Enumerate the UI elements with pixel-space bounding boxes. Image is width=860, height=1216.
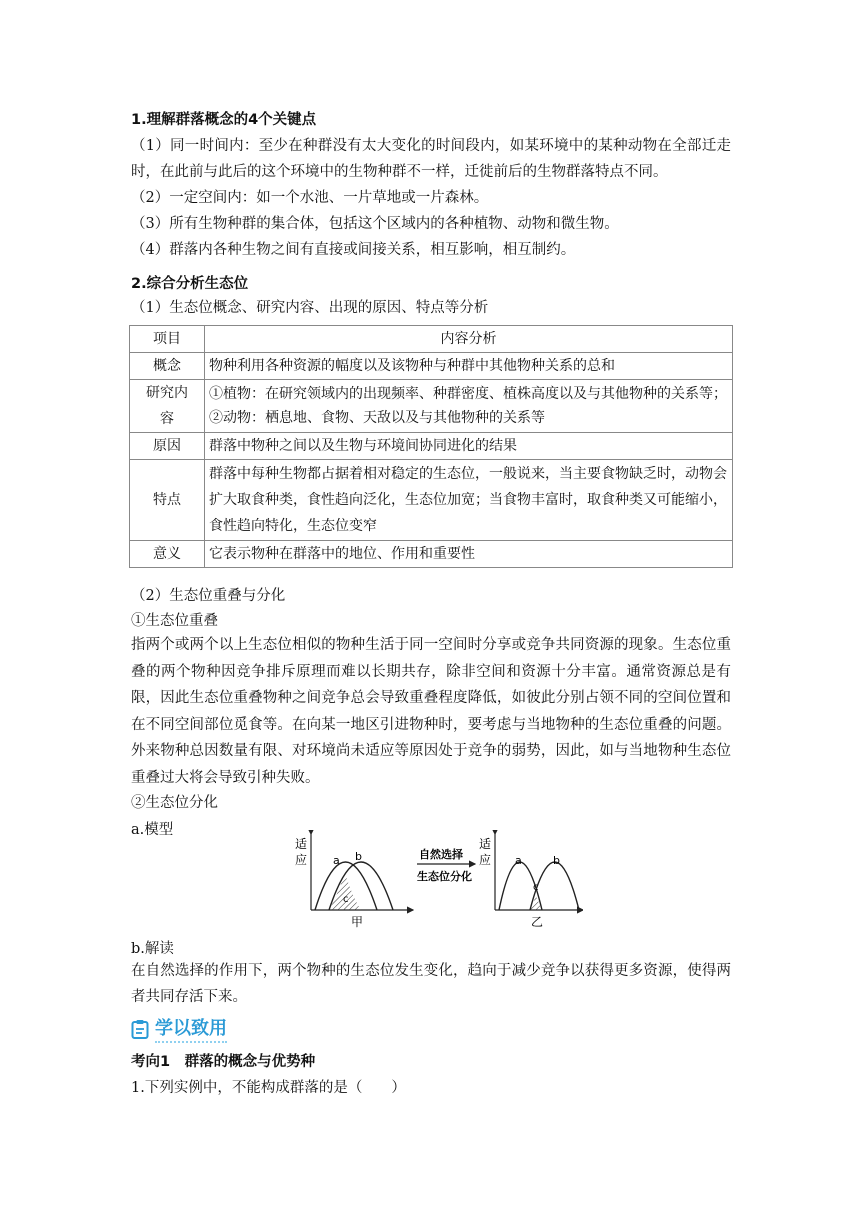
label-c-left: c — [343, 894, 349, 905]
label-b-left: b — [355, 850, 362, 863]
caption-right: 乙 — [531, 915, 544, 929]
table-row — [130, 541, 733, 568]
section1-point-3: （3）所有生物种群的集合体，包括这个区域内的各种植物、动物和微生物。 — [131, 216, 619, 232]
row-content-line: ②动物：栖息地、食物、天敌以及与其他物种的关系等 — [209, 410, 545, 426]
callout-title: 学以致用 — [155, 1014, 227, 1043]
y-axis-label-top-left: 适 — [295, 837, 308, 851]
row-item: 原因 — [130, 433, 205, 460]
table-row — [130, 460, 733, 541]
section2-subtitle-2: （2）生态位重叠与分化 — [131, 588, 286, 604]
section1-point-4: （4）群落内各种生物之间有直接或间接关系，相互影响，相互制约。 — [131, 242, 576, 258]
label-a-right: a — [515, 854, 522, 867]
read-text: 在自然选择的作用下，两个物种的生态位发生变化，趋向于减少竞争以获得更多资源，使得两者共同存活下来。 — [131, 963, 731, 1005]
table-row — [130, 353, 733, 380]
section1-point-2: （2）一定空间内：如一个水池、一片草地或一片森林。 — [131, 190, 489, 206]
clipboard-icon — [131, 1019, 149, 1039]
niche-differentiation-diagram — [293, 830, 583, 930]
read-label: b.解读 — [131, 941, 174, 957]
row-content: 群落中物种之间以及生物与环境间协同进化的结果 — [205, 433, 733, 460]
row-item: 特点 — [130, 460, 205, 541]
overlap-text: 指两个或两个以上生态位相似的物种生活于同一空间时分享或竞争共同资源的现象。生态位重叠的两个物种因竞争排斥原理而难以长期共存，除非空间和资源十分丰富。通常资源总是有限，因此生态位重叠物种之间竞争总会导致重叠程度降低，如彼此分别占领不同的空间位置和在不同空间部位觅食等。在向某一地区引进物种时，要考虑与当地物种的生态位重叠的问题。外来物种总因数量有限、对环境尚未适应等原因处于竞争的弱势，因此，如与当地物种生态位重叠过大将会导致引种失败。 — [131, 637, 731, 786]
y-axis-label-top-right: 适 — [479, 837, 492, 851]
label-a-left: a — [333, 854, 340, 867]
arrow-label-bottom: 生态位分化 — [417, 870, 472, 883]
row-content — [205, 380, 733, 433]
exam-direction-title: 考向1 群落的概念与优势种 — [131, 1054, 316, 1070]
row-content: 物种利用各种资源的幅度以及该物种与种群中其他物种关系的总和 — [205, 353, 733, 380]
overlap-title: ①生态位重叠 — [131, 613, 218, 629]
table-header-content: 内容分析 — [205, 326, 733, 353]
label-c-right: c — [533, 882, 539, 893]
y-axis-label-bottom-left: 应 — [295, 853, 308, 867]
row-content: 群落中每种生物都占据着相对稳定的生态位，一般说来，当主要食物缺乏时，动物会扩大取食种类，食性趋向泛化，生态位加宽；当食物丰富时，取食种类又可能缩小，食性趋向特化，生态位变窄 — [205, 460, 733, 541]
table-header-item: 项目 — [130, 326, 205, 353]
model-label: a.模型 — [131, 822, 174, 838]
niche-table — [129, 325, 733, 568]
question-1: 1.下列实例中，不能构成群落的是（ ） — [131, 1080, 406, 1096]
row-item: 研究内容 — [130, 380, 205, 433]
section1-title: 1.理解群落概念的4个关键点 — [131, 112, 317, 128]
differentiation-title: ②生态位分化 — [131, 795, 218, 811]
row-content: 它表示物种在群落中的地位、作用和重要性 — [205, 541, 733, 568]
row-content-line: ①植物：在研究领域内的出现频率、种群密度、植株高度以及与其他物种的关系等； — [209, 386, 727, 402]
label-b-right: b — [553, 854, 560, 867]
table-header-row — [130, 326, 733, 353]
table-row — [130, 380, 733, 433]
table-row — [130, 433, 733, 460]
practice-callout — [131, 1014, 227, 1043]
section2-subtitle-1: （1）生态位概念、研究内容、出现的原因、特点等分析 — [131, 300, 489, 316]
section2-title: 2.综合分析生态位 — [131, 276, 249, 292]
caption-left: 甲 — [351, 915, 364, 929]
section1-point-1: （1）同一时间内：至少在种群没有太大变化的时间段内，如某环境中的某种动物在全部迁走时，在此前与此后的这个环境中的生物种群不一样，迁徙前后的生物群落特点不同。 — [131, 138, 731, 180]
row-item: 概念 — [130, 353, 205, 380]
row-item: 意义 — [130, 541, 205, 568]
y-axis-label-bottom-right: 应 — [479, 853, 492, 867]
arrow-label-top: 自然选择 — [419, 848, 463, 861]
